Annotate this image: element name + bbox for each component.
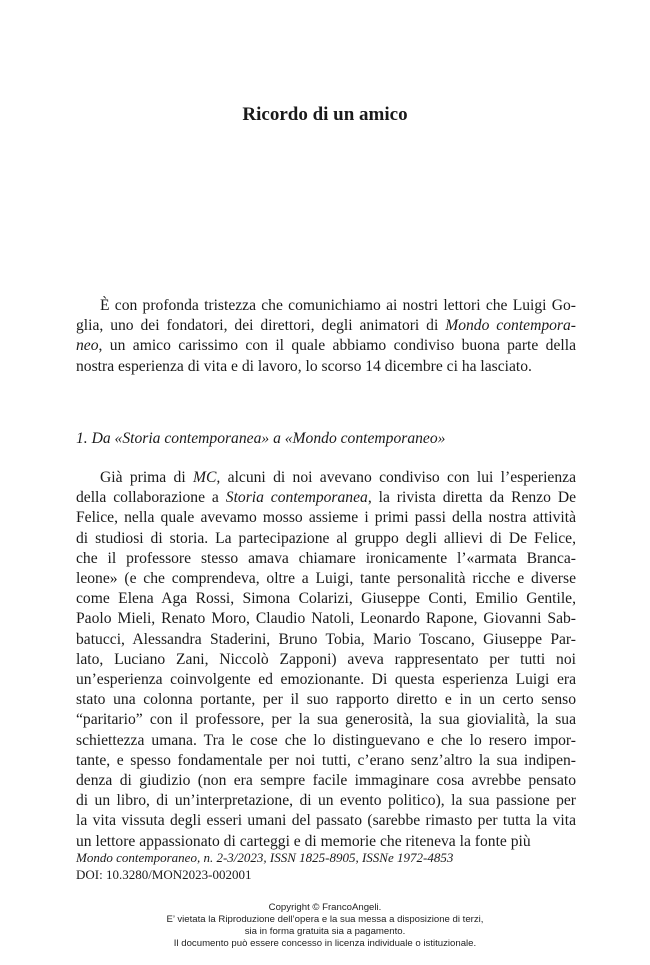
text-line: schiettezza umana. Tra le cose che lo distinguevano e che lo resero impor- — [76, 731, 576, 749]
text-line: Già prima di MC, alcuni di noi avevano condiviso con lui l’esperienza — [100, 469, 576, 486]
text-line: Paolo Mieli, Renato Moro, Claudio Natoli, Leonardo Rapone, Giovanni Sab- — [76, 610, 576, 628]
text-line: che il professore stesso amava chiamare ironicamente l’«armata Branca- — [76, 549, 576, 567]
italic-title: neo — [76, 337, 99, 355]
italic-title: Mondo contempora- — [445, 317, 576, 335]
text-line: È con profonda tristezza che comunichiamo ai nostri lettori che Luigi Go- — [100, 297, 576, 314]
text-line: un’esperienza coinvolgente ed emozionante. Di questa esperienza Luigi era — [76, 671, 576, 689]
text-line: la vita vissuta degli esseri umani del passato (sarebbe rimasto per tutta la vita — [76, 812, 576, 830]
text-line: stato una colonna portante, per il suo rapporto diretto e in un certo senso — [76, 691, 576, 709]
text-line: di studiosi di storia. La partecipazione al gruppo degli allievi di De Felice, — [76, 529, 576, 547]
text-line: della collaborazione a Storia contemporanea, la rivista diretta da Renzo De — [76, 489, 577, 507]
text-line: Felice, nella quale avevamo mosso assieme i primi passi della nostra attività — [76, 509, 576, 527]
text-line: glia, uno dei fondatori, dei direttori, degli animatori di Mondo contempora- — [76, 317, 576, 335]
text-line: come Elena Aga Rossi, Simona Colarizi, Giuseppe Conti, Emilio Gentile, — [76, 590, 576, 608]
text-line: denza di giudizio (non era sempre facile immaginare cosa avrebbe pensato — [76, 772, 576, 790]
journal-reference: Mondo contemporaneo, n. 2-3/2023, ISSN 1825-8905, ISSNe 1972-4853 — [76, 850, 454, 865]
section-heading: 1. Da «Storia contemporanea» a «Mondo contemporaneo» — [76, 430, 446, 447]
copyright-line: sia in forma gratuita sia a pagamento. — [244, 926, 406, 937]
main-paragraph — [76, 468, 576, 852]
text-line: batucci, Alessandra Staderini, Bruno Tobia, Mario Toscano, Giuseppe Par- — [76, 630, 576, 648]
text-line: neo, un amico carissimo con il quale abbiamo condiviso buona parte della — [76, 337, 576, 355]
text-line: lato, Luciano Zani, Niccolò Zapponi) aveva rappresentato per tutti noi — [76, 650, 576, 668]
text-line: un lettore appassionato di carteggi e di memorie che riteneva la fonte più — [76, 832, 531, 850]
copyright-line: E’ vietata la Riproduzione dell’opera e la sua messa a disposizione di terzi, — [166, 914, 484, 925]
copyright-line: Il documento può essere concesso in licenza individuale o istituzionale. — [173, 938, 477, 949]
intro-text — [76, 296, 576, 377]
copyright-notice — [0, 902, 650, 950]
italic-title: Storia contemporanea — [225, 489, 368, 507]
text-line: nostra esperienza di vita e di lavoro, lo scorso 14 dicembre ci ha lasciato. — [76, 357, 532, 375]
main-text — [76, 468, 576, 852]
journal-citation — [76, 849, 596, 883]
copyright-line: Copyright © FrancoAngeli. — [268, 902, 382, 913]
text-line: “paritario” con il professore, per la sua generosità, la sua giovialità, la sua — [76, 711, 576, 729]
text-line: leone» (e che comprendeva, oltre a Luigi, tante personalità ricche e diverse — [76, 570, 576, 588]
text-line: di un libro, di un’interpretazione, di un evento politico), la sua passione per — [76, 792, 576, 810]
italic-title: MC, — [193, 469, 221, 486]
doi-reference: DOI: 10.3280/MON2023-002001 — [76, 867, 252, 882]
article-title: Ricordo di un amico — [242, 104, 408, 125]
intro-paragraph — [76, 296, 576, 377]
text-line: tante, e spesso fondamentale per noi tutti, c’erano senz’altro la sua indipen- — [76, 751, 576, 769]
